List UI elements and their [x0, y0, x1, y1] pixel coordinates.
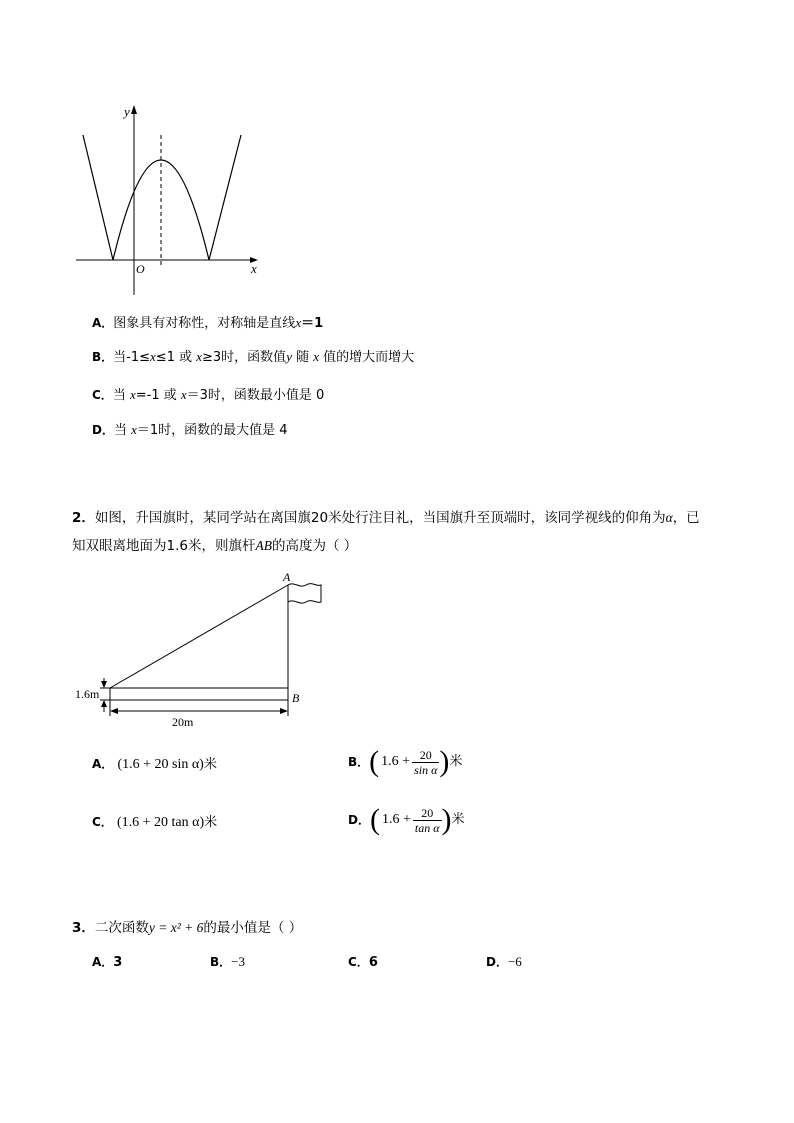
- math-expression: y = x² + 6: [148, 920, 204, 935]
- option-letter: C．: [92, 388, 113, 402]
- option-text: 值的增大而增大: [319, 350, 415, 365]
- option-text: 当-1≤: [113, 350, 151, 365]
- option-value: 6: [368, 955, 378, 970]
- question-number: 2．: [72, 510, 95, 526]
- option-letter: B．: [348, 755, 370, 769]
- left-paren: (: [369, 745, 380, 778]
- q2-stem-line1: [72, 508, 700, 528]
- y-axis-label: y: [124, 104, 130, 119]
- fraction-numerator: 20: [421, 805, 434, 820]
- fraction-numerator: 20: [419, 747, 432, 762]
- option-text: ＝1: [301, 316, 324, 331]
- fraction: [412, 748, 439, 777]
- option-prefix: 1.6 +: [381, 812, 411, 827]
- q1-option-d[interactable]: [92, 421, 288, 440]
- math-var: x: [131, 422, 137, 437]
- point-a-label: A: [283, 570, 291, 584]
- math-var: x: [196, 349, 203, 364]
- point-b-label: B: [292, 691, 300, 705]
- q2-option-c[interactable]: [92, 813, 217, 832]
- fraction-denominator: tan α: [414, 820, 440, 835]
- option-text: =-1 或: [135, 388, 181, 403]
- q3-option-a[interactable]: [92, 953, 122, 972]
- math-var: α: [665, 510, 673, 525]
- option-text: 当: [113, 423, 132, 438]
- math-var: AB: [255, 538, 272, 553]
- question-text: 的高度为（ ）: [271, 538, 358, 554]
- option-text: ＝3时，函数最小值是 0: [186, 388, 325, 403]
- q3-option-d[interactable]: [486, 953, 522, 972]
- function-graph: [60, 95, 280, 305]
- option-expression: (1.6 + 20 sin α): [117, 757, 204, 772]
- option-value: −6: [507, 954, 522, 969]
- right-paren: ): [439, 745, 450, 778]
- option-unit: 米: [204, 815, 218, 830]
- math-var: x: [180, 387, 187, 402]
- height-label: 1.6m: [75, 687, 100, 701]
- question-text: 的最小值是（ ）: [203, 920, 303, 936]
- option-letter: D．: [486, 955, 508, 969]
- question-number: 3．: [72, 920, 95, 936]
- option-value: 3: [113, 955, 123, 970]
- right-paren: ): [441, 803, 452, 836]
- math-var: x: [129, 387, 136, 402]
- option-text: ≤1 或: [155, 350, 197, 365]
- math-var: x: [295, 315, 302, 330]
- left-paren: (: [369, 803, 380, 836]
- option-text: 当: [112, 388, 130, 403]
- q2-option-b[interactable]: [348, 744, 462, 780]
- option-letter: A．: [92, 757, 114, 771]
- option-unit: 米: [451, 812, 465, 827]
- option-letter: A．: [92, 316, 114, 330]
- option-text: ≥3时，函数值: [202, 350, 287, 365]
- option-letter: D．: [348, 813, 370, 827]
- q2-stem-line2: [72, 536, 357, 556]
- option-unit: 米: [203, 757, 217, 772]
- q1-option-b[interactable]: [92, 348, 414, 367]
- option-value: −3: [231, 954, 245, 969]
- option-unit: 米: [449, 754, 463, 769]
- option-letter: B．: [210, 955, 232, 969]
- math-var: x: [313, 349, 320, 364]
- fraction-denominator: sin α: [414, 762, 438, 777]
- q1-option-c[interactable]: [92, 386, 324, 405]
- option-text: ＝1时，函数的最大值是 4: [136, 423, 288, 438]
- q3-stem: [72, 918, 302, 938]
- x-axis-label: x: [251, 261, 257, 276]
- q1-option-a[interactable]: [92, 314, 323, 333]
- option-letter: D．: [92, 423, 114, 437]
- flagpole-figure: [70, 568, 350, 728]
- option-letter: A．: [92, 955, 114, 969]
- q2-option-d[interactable]: [348, 802, 465, 838]
- option-letter: C．: [92, 815, 113, 829]
- q3-option-c[interactable]: [348, 953, 378, 972]
- option-expression: (1.6 + 20 tan α): [116, 815, 205, 830]
- fraction: [413, 806, 442, 835]
- origin-label: O: [136, 262, 145, 276]
- option-prefix: 1.6 +: [381, 754, 411, 769]
- math-var: x: [150, 349, 156, 364]
- question-text: 二次函数: [94, 920, 149, 936]
- question-text: 知双眼离地面为1.6米，则旗杆: [72, 538, 256, 554]
- question-text: ，已: [672, 510, 700, 526]
- q3-option-b[interactable]: [210, 953, 245, 972]
- question-text: 如图，升国旗时，某同学站在离国旗20米处行注目礼，当国旗升至顶端时，该同学视线的仰角为: [94, 510, 666, 526]
- option-text: 随: [291, 350, 314, 365]
- option-letter: C．: [348, 955, 369, 969]
- option-letter: B．: [92, 350, 114, 364]
- distance-label: 20m: [172, 715, 194, 728]
- option-text: 图象具有对称性，对称轴是直线: [113, 316, 296, 331]
- math-var: y: [286, 349, 292, 364]
- q2-option-a[interactable]: [92, 755, 217, 774]
